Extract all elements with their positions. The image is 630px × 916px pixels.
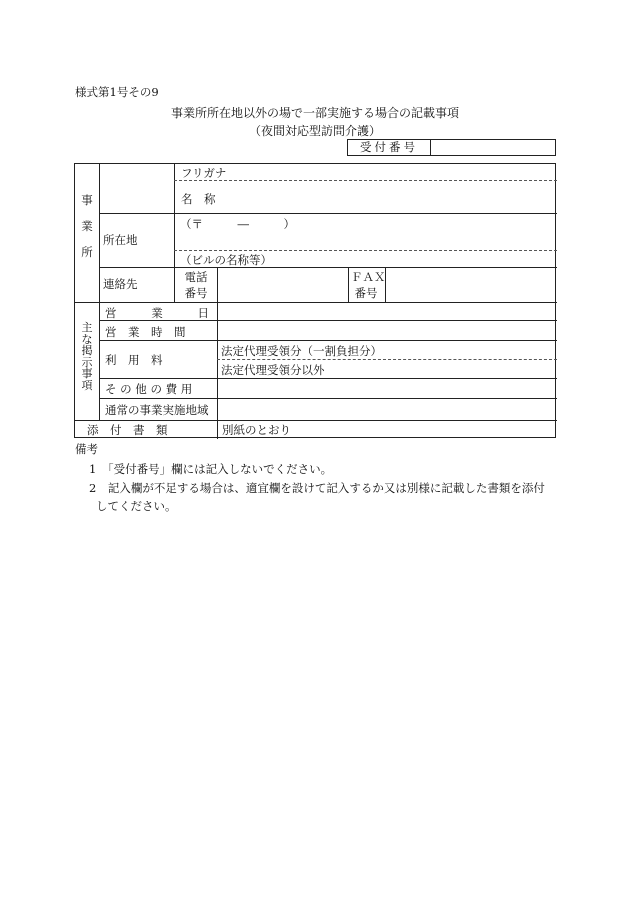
- name-label: 名 称: [181, 192, 216, 206]
- fee-option-2: 法定代理受領分以外: [221, 363, 325, 377]
- service-area-field[interactable]: [218, 399, 557, 420]
- note-item-1: 1 「受付番号」欄には記入しないでください。: [89, 462, 333, 476]
- fax-field[interactable]: [386, 268, 557, 302]
- business-hours-label: 営 業 時 間: [105, 325, 186, 339]
- fax-label: ＦＡＸ 番号: [351, 270, 386, 300]
- reception-number-label: 受付番号: [348, 140, 431, 155]
- business-days-label: 営 業 日: [105, 306, 209, 320]
- furigana-field[interactable]: [175, 164, 557, 180]
- reception-number-box: [347, 139, 556, 156]
- form-number: 様式第1号その9: [75, 85, 159, 99]
- other-costs-field[interactable]: [218, 379, 557, 398]
- form-subtitle: （夜間対応型訪問介護）: [248, 124, 381, 138]
- address-label: 所在地: [103, 233, 138, 247]
- attachments-value: 別紙のとおり: [222, 423, 291, 437]
- fee-label: 利 用 料: [105, 353, 163, 367]
- notes-title: 備考: [75, 442, 98, 456]
- phone-label: 電話 番号: [184, 270, 208, 300]
- reception-number-field[interactable]: [431, 140, 555, 155]
- office-section-header: 事 業 所: [81, 193, 93, 260]
- furigana-label: フリガナ: [181, 166, 227, 180]
- note-item-2-continued: してください。: [96, 499, 177, 513]
- note-item-2: 2 記入欄が不足する場合は、適宜欄を設けて記入するか又は別様に記載した書類を添付: [89, 481, 545, 495]
- form-title: 事業所所在地以外の場で一部実施する場合の記載事項: [170, 106, 459, 120]
- business-hours-field[interactable]: [218, 321, 557, 340]
- business-days-field[interactable]: [218, 303, 557, 320]
- form-table: [74, 163, 556, 438]
- main-items-header: 主 な 掲 示 事 項: [81, 321, 93, 392]
- other-costs-label: そ の 他 の 費 用: [105, 382, 193, 396]
- contact-label: 連絡先: [103, 277, 138, 291]
- attachments-label: 添 付 書 類: [87, 423, 168, 437]
- service-area-label: 通常の事業実施地域: [105, 403, 209, 417]
- phone-field[interactable]: [218, 268, 348, 302]
- fee-option-1: 法定代理受領分（一割負担分）: [221, 344, 382, 358]
- postal-code-template: （〒 ― ）: [180, 217, 295, 231]
- address-field[interactable]: [175, 214, 557, 250]
- building-name-label: （ビルの名称等）: [180, 253, 272, 267]
- name-field[interactable]: [175, 181, 557, 213]
